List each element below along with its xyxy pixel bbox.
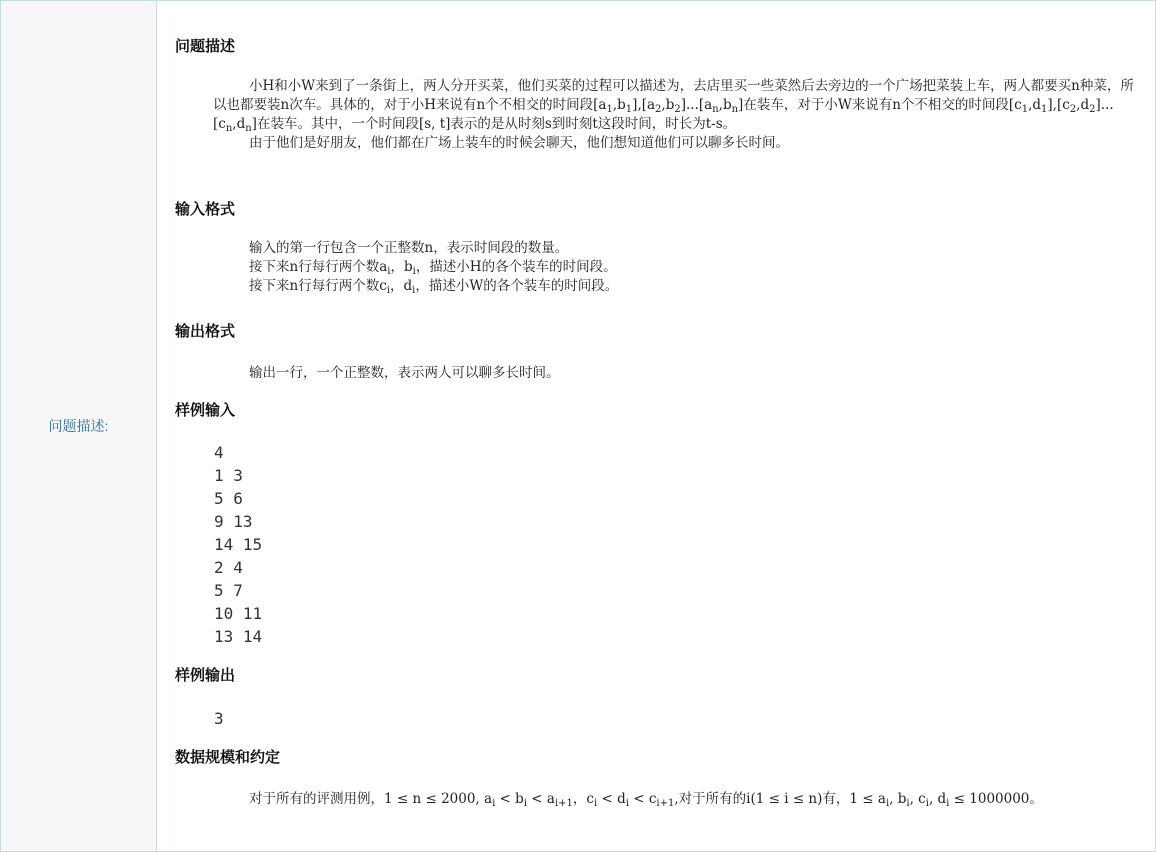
heading-description: 问题描述 [175, 38, 236, 55]
input-format-text [213, 239, 1143, 296]
content-cell [157, 1, 1155, 851]
text-run: 输入的第一行包含一个正整数n，表示时间段的数量。 [249, 240, 569, 256]
subscript: i [946, 798, 950, 809]
text-run: 接下来n行每行两个数a [249, 259, 388, 275]
subscript: 1 [1021, 104, 1029, 115]
text-run: ]...[a [680, 97, 713, 113]
sample-output-block [214, 707, 224, 730]
text-run: ,d [232, 116, 246, 132]
sample-line: 4 [214, 443, 224, 462]
subscript: 2 [1089, 104, 1096, 115]
text-run: ],[a [632, 97, 656, 113]
text-run: ,d [1076, 97, 1090, 113]
subscript: i [492, 798, 496, 809]
heading-input-format: 输入格式 [175, 201, 236, 218]
sample-line: 9 13 [214, 512, 253, 531]
text-run: , b [889, 791, 907, 807]
sample-line: 13 14 [214, 627, 263, 646]
subscript: i [593, 798, 598, 809]
subscript: n [225, 123, 233, 134]
heading-output-format: 输出格式 [175, 323, 236, 340]
text-run: < d [597, 791, 626, 807]
text-run: < c [628, 791, 657, 807]
subscript: i [412, 285, 416, 296]
subscript: 2 [674, 104, 681, 115]
text-run: < a [527, 791, 555, 807]
text-run: < b [495, 791, 524, 807]
subscript: 2 [1069, 104, 1077, 115]
paragraph [213, 790, 1143, 809]
subscript: i [387, 266, 391, 277]
text-run: , c [909, 791, 926, 807]
problem-label: 问题描述: [48, 418, 109, 434]
sample-input-block [214, 441, 262, 648]
text-run: ],[c [1047, 97, 1070, 113]
sample-line: 5 6 [214, 489, 243, 508]
text-run: 输出一行，一个正整数，表示两人可以聊多长时间。 [249, 365, 560, 381]
text-run: ,对于所有的i(1 ≤ i ≤ n)有，1 ≤ a [674, 791, 886, 807]
paragraph [213, 277, 1143, 296]
text-run: ，d [389, 278, 413, 294]
paragraph [213, 239, 1143, 258]
text-run: 小H和小W来到了一条街上，两人分开买菜，他们买菜的过程可以描述为，去店里买一些菜然后去旁边的一个广场把菜装上车，两人都要买n种菜，所以也都要装n次车。具体的，对于小H来说有n个不相交的时间段[a [213, 78, 1134, 113]
subscript: i [523, 798, 528, 809]
subscript: 1 [606, 104, 613, 115]
sample-line: 5 7 [214, 581, 243, 600]
sample-line: 10 11 [214, 604, 263, 623]
subscript: i [625, 798, 629, 809]
text-run: 接下来n行每行两个数c [249, 278, 387, 294]
output-format-text [213, 364, 1143, 383]
sample-line: 2 4 [214, 558, 243, 577]
subscript: n [245, 123, 252, 134]
subscript: i+1 [554, 798, 573, 809]
subscript: n [712, 104, 719, 115]
subscript: 1 [625, 104, 633, 115]
text-run: ]在装车。其中，一个时间段[s, t]表示的是从时刻s到时刻t这段时间，时长为t-s。 [251, 116, 737, 132]
text-run: ，描述小W的各个装车的时间段。 [415, 278, 619, 294]
text-run: 对于所有的评测用例，1 ≤ n ≤ 2000, a [249, 791, 493, 807]
text-run: ]在装车，对于小W来说有n个不相交的时间段[c [738, 97, 1022, 113]
text-run: ≤ 1000000。 [949, 791, 1043, 807]
text-run: ,b [718, 97, 732, 113]
text-run: ，描述小H的各个装车的时间段。 [415, 259, 617, 275]
sample-line: 1 3 [214, 466, 243, 485]
text-run: ，c [572, 791, 594, 807]
paragraph [213, 258, 1143, 277]
subscript: i [885, 798, 890, 809]
paragraph [213, 77, 1143, 134]
heading-sample-output: 样例输出 [175, 667, 236, 684]
text-run: , d [928, 791, 947, 807]
subscript: i [925, 798, 929, 809]
subscript: i+1 [656, 798, 675, 809]
sample-line: 14 15 [214, 535, 263, 554]
paragraph [213, 134, 1143, 153]
text-run: ,d [1028, 97, 1042, 113]
text-run: ]...[c [213, 97, 1114, 132]
description-text [213, 77, 1143, 153]
subscript: n [731, 104, 739, 115]
heading-data-scale: 数据规模和约定 [175, 749, 281, 766]
label-cell [1, 1, 157, 851]
subscript: 2 [655, 104, 662, 115]
subscript: 1 [1041, 104, 1048, 115]
subscript: i [906, 798, 910, 809]
text-run: 由于他们是好朋友，他们都在广场上装车的时候会聊天，他们想知道他们可以聊多长时间。 [249, 135, 789, 151]
text-run: ,b [612, 97, 626, 113]
subscript: i [386, 285, 390, 296]
data-scale-text [213, 790, 1143, 809]
heading-sample-input: 样例输入 [175, 402, 236, 419]
text-run: ,b [661, 97, 675, 113]
paragraph [213, 364, 1143, 383]
sample-line: 3 [214, 709, 224, 728]
text-run: ，b [390, 259, 413, 275]
subscript: i [412, 266, 416, 277]
